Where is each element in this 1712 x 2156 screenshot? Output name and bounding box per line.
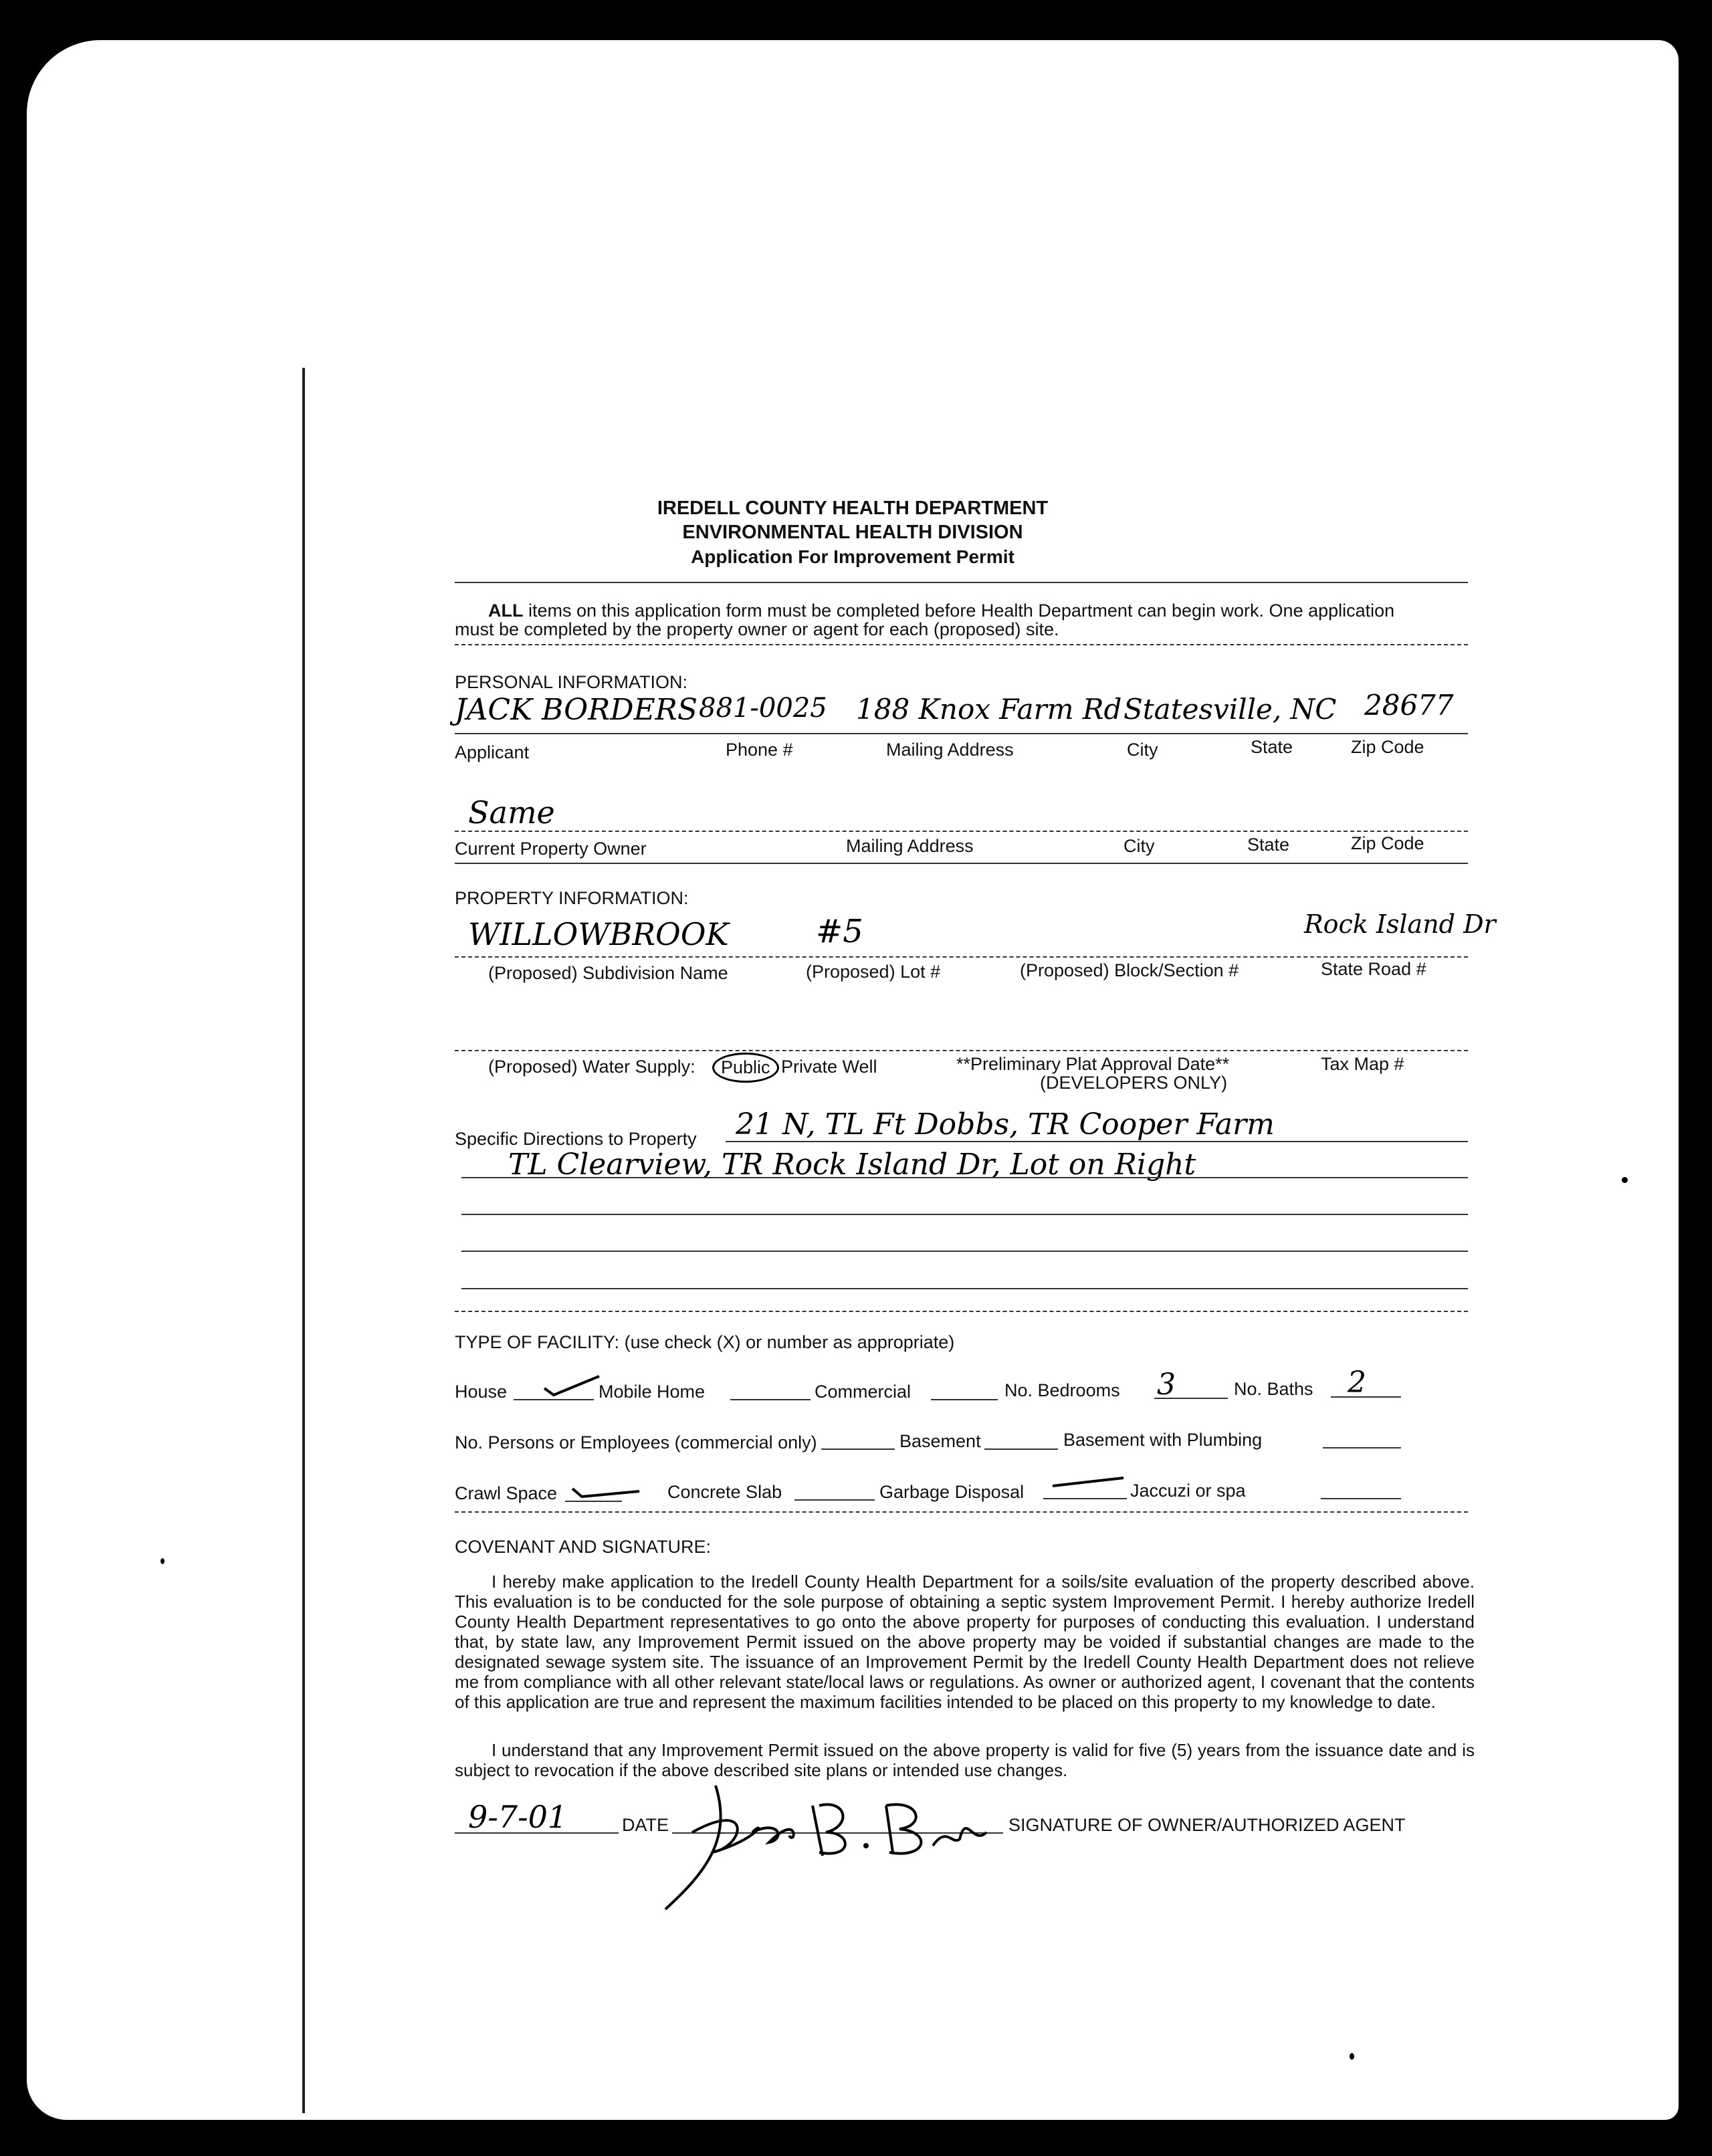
covenant-heading: COVENANT AND SIGNATURE: (455, 1537, 712, 1557)
form-title: Application For Improvement Permit (691, 546, 1014, 567)
city-label: City (1127, 740, 1158, 760)
directions-value-2[interactable]: TL Clearview, TR Rock Island Dr, Lot on Right (508, 1148, 1196, 1182)
developers-label: (DEVELOPERS ONLY) (1040, 1073, 1228, 1093)
directions-line-4 (461, 1251, 1468, 1252)
bedrooms-field (1154, 1398, 1228, 1399)
applicant-line (455, 733, 1468, 734)
directions-value-1[interactable]: 21 N, TL Ft Dobbs, TR Cooper Farm (736, 1107, 1275, 1142)
crawl-field[interactable] (565, 1501, 622, 1502)
date-line (455, 1832, 619, 1834)
commercial-field[interactable] (931, 1399, 998, 1400)
city-value[interactable]: Statesville, NC (1124, 693, 1337, 726)
garbage-label: Garbage Disposal (879, 1482, 1025, 1502)
plat-label: **Preliminary Plat Approval Date** (956, 1054, 1230, 1074)
notice-line1: ALL items on this application form must be completed before Health Department can begin work. One application (488, 601, 1395, 621)
house-field[interactable] (514, 1399, 594, 1400)
owner-zip-label: Zip Code (1351, 833, 1424, 853)
baths-field (1331, 1396, 1401, 1398)
mailing-value[interactable]: 188 Knox Farm Rd (856, 693, 1122, 726)
owner-line (455, 831, 1468, 832)
road-label: State Road # (1321, 959, 1426, 979)
baths-label: No. Baths (1234, 1379, 1313, 1399)
crawl-label: Crawl Space (455, 1483, 558, 1503)
personal-heading: PERSONAL INFORMATION: (455, 672, 688, 692)
property-heading: PROPERTY INFORMATION: (455, 888, 689, 908)
jacuzzi-label: Jaccuzi or spa (1130, 1481, 1246, 1501)
scan-speck (1622, 1177, 1628, 1183)
bedrooms-value[interactable]: 3 (1157, 1368, 1176, 1402)
directions-line-2 (461, 1177, 1468, 1178)
section-rule (455, 1511, 1468, 1513)
date-label: DATE (622, 1815, 669, 1835)
phone-label: Phone # (726, 740, 793, 760)
directions-line-5 (461, 1288, 1468, 1289)
road-value[interactable]: Rock Island Dr (1304, 909, 1496, 939)
header-rule (455, 582, 1468, 583)
left-margin-line (302, 368, 305, 2113)
basement-label: Basement (899, 1431, 981, 1451)
subdivision-label: (Proposed) Subdivision Name (488, 963, 728, 983)
phone-value[interactable]: 881-0025 (699, 693, 827, 724)
crawl-check-mark (570, 1473, 643, 1501)
directions-line-3 (461, 1214, 1468, 1215)
block-label: (Proposed) Block/Section # (1020, 960, 1239, 980)
lot-label: (Proposed) Lot # (806, 962, 941, 982)
scan-speck (1350, 2053, 1354, 2060)
persons-field[interactable] (821, 1448, 895, 1450)
property-line (455, 956, 1468, 958)
date-value[interactable]: 9-7-01 (468, 1799, 568, 1835)
signature-label: SIGNATURE OF OWNER/AUTHORIZED AGENT (1008, 1815, 1406, 1835)
mailing-label: Mailing Address (886, 740, 1014, 760)
directions-label: Specific Directions to Property (455, 1129, 697, 1149)
scan-speck (160, 1558, 165, 1564)
signature-image (652, 1759, 1000, 1913)
zip-label: Zip Code (1351, 737, 1424, 757)
persons-label: No. Persons or Employees (commercial only) (455, 1432, 817, 1452)
section-rule (455, 1311, 1468, 1312)
owner-label: Current Property Owner (455, 839, 647, 859)
house-label: House (455, 1382, 508, 1402)
water-label: (Proposed) Water Supply: (488, 1057, 696, 1077)
mobile-label: Mobile Home (599, 1382, 706, 1402)
applicant-label: Applicant (455, 742, 530, 762)
basement-plumb-field[interactable] (1323, 1447, 1401, 1448)
section-rule (455, 863, 1468, 864)
notice-line2: must be completed by the property owner or agent for each (proposed) site. (455, 619, 1059, 639)
validity-paragraph: I understand that any Improvement Permit issued on the above property is valid for five (5) years from the issuance date and is subject to revocation if the above described site plans or intended use changes. (455, 1740, 1475, 1780)
lot-value[interactable]: #5 (816, 913, 863, 950)
owner-city-label: City (1124, 836, 1155, 856)
directions-line-1 (726, 1141, 1468, 1142)
facility-heading: TYPE OF FACILITY: (use check (X) or number as appropriate) (455, 1332, 955, 1352)
subdivision-value[interactable]: WILLOWBROOK (468, 916, 729, 952)
garbage-field[interactable] (1043, 1498, 1127, 1499)
zip-value[interactable]: 28677 (1364, 689, 1454, 722)
owner-mailing-label: Mailing Address (846, 836, 974, 856)
slab-label: Concrete Slab (667, 1482, 782, 1502)
taxmap-label: Tax Map # (1321, 1054, 1404, 1074)
basement-field[interactable] (984, 1448, 1058, 1450)
owner-state-label: State (1247, 835, 1290, 855)
slab-field[interactable] (794, 1499, 875, 1501)
applicant-value[interactable]: JACK BORDERS (455, 693, 698, 727)
bedrooms-label: No. Bedrooms (1004, 1380, 1120, 1400)
garbage-check-mark (1050, 1473, 1127, 1493)
notice-rule (455, 644, 1468, 645)
water-public-option[interactable]: Public (712, 1053, 779, 1083)
baths-value[interactable]: 2 (1348, 1366, 1366, 1400)
state-label: State (1251, 737, 1293, 757)
mobile-field[interactable] (730, 1399, 811, 1400)
water-well-option[interactable]: Private Well (781, 1057, 877, 1077)
division-title: ENVIRONMENTAL HEALTH DIVISION (682, 522, 1023, 543)
form-page (27, 40, 1679, 2120)
water-line (455, 1050, 1468, 1051)
covenant-paragraph: I hereby make application to the Iredell County Health Department for a soils/site evaluation of the property described above. This evaluation is to be conducted for the sole purpose of obtaining a septic system Improvement Permit. I hereby authorize Iredell County Health Department representatives to go onto the above property for purposes of conducting this evaluation. I understand that, by state law, any Improvement Permit issued on the above property may be voided if substantial changes are made to the designated sewage system site. The issuance of an Improvement Permit by the Iredell County Health Department does not relieve me from compliance with all other relevant state/local laws or regulations. As owner or authorized agent, I covenant that the contents of this application are true and represent the maximum facilities intended to be placed on this property to my knowledge to date. (455, 1572, 1475, 1712)
dept-title: IREDELL COUNTY HEALTH DEPARTMENT (657, 498, 1049, 519)
owner-value[interactable]: Same (468, 794, 555, 831)
jacuzzi-field[interactable] (1321, 1498, 1401, 1499)
commercial-label: Commercial (815, 1382, 912, 1402)
house-check-mark (542, 1371, 602, 1398)
basement-plumb-label: Basement with Plumbing (1063, 1430, 1263, 1450)
